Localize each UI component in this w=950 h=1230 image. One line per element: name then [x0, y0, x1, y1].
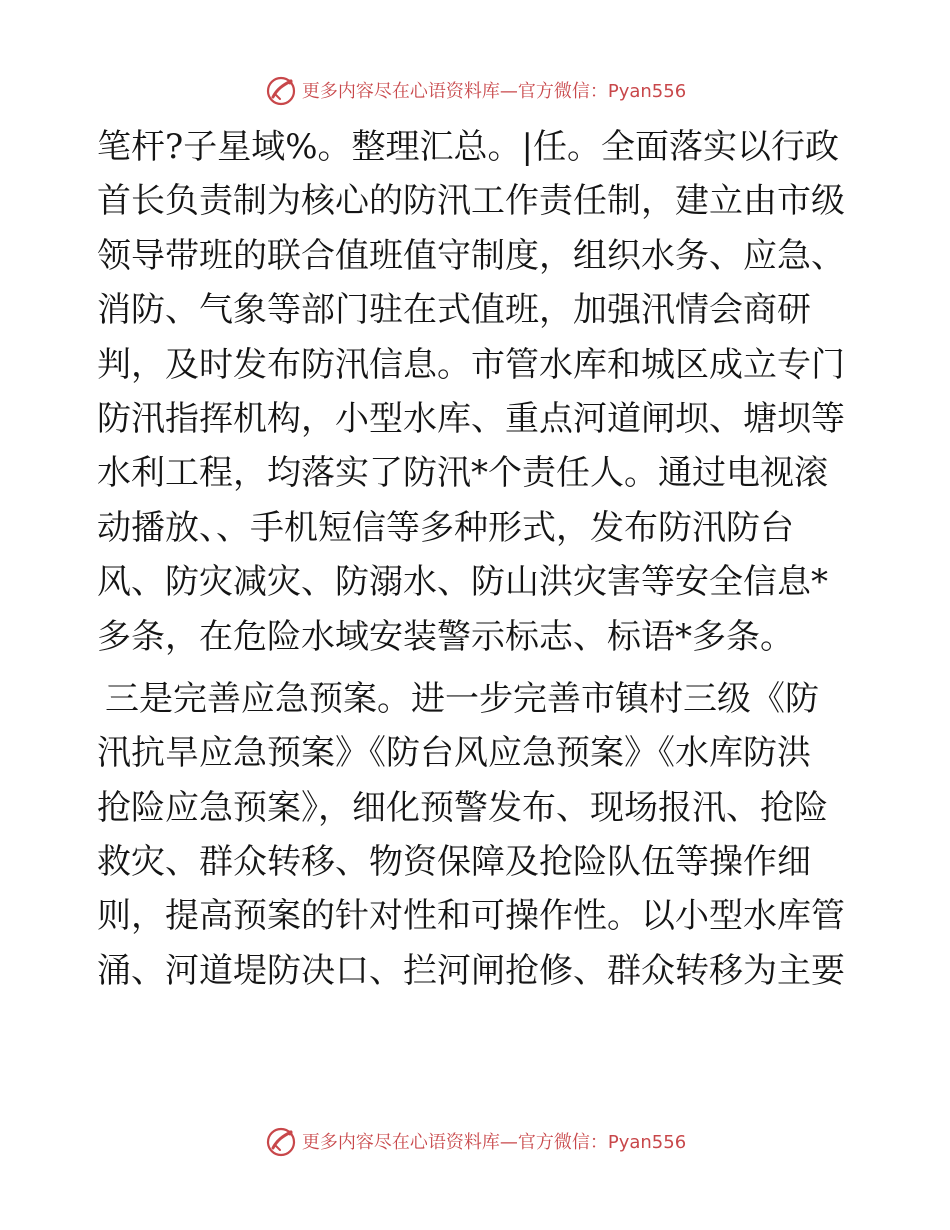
text-line: 三是完善应急预案。进一步完善市镇村三级《防 [105, 678, 819, 719]
text-line: 则，提高预案的针对性和可操作性。以小型水库管 [97, 896, 845, 937]
document-body [97, 120, 853, 998]
text-line: 领导带班的联合值班值守制度，组织水务、应急、 [97, 235, 845, 276]
text-line: 动播放、、手机短信等多种形式，发布防汛防台 [97, 507, 794, 548]
text-line: 汛抗旱应急预案》《防台风应急预案》《水库防洪 [97, 733, 811, 774]
watermark-text: 更多内容尽在心语资料库—官方微信：Pyan556 [301, 81, 687, 102]
text-line: 水利工程，均落实了防汛*个责任人。通过电视滚 [97, 453, 828, 494]
brush-logo-icon [264, 1124, 298, 1158]
text-line: 首长负责制为核心的防汛工作责任制，建立由市级 [97, 181, 845, 222]
text-line: 消防、气象等部门驻在式值班，加强汛情会商研 [97, 290, 811, 331]
paragraph-2 [97, 672, 853, 998]
text-line: 多条，在危险水域安装警示标志、标语*多条。 [97, 616, 794, 657]
paragraph-1 [97, 120, 853, 664]
brush-logo-icon [264, 73, 298, 107]
text-line: 涌、河道堤防决口、拦河闸抢修、群众转移为主要 [97, 950, 845, 991]
text-line: 防汛指挥机构，小型水库、重点河道闸坝、塘坝等 [97, 398, 845, 439]
header-watermark [0, 70, 950, 110]
text-line: 救灾、群众转移、物资保障及抢险队伍等操作细 [97, 842, 811, 883]
footer-watermark [0, 1121, 950, 1161]
text-line: 抢险应急预案》，细化预警发布、现场报汛、抢险 [97, 787, 828, 828]
text-line: 判，及时发布防汛信息。市管水库和城区成立专门 [97, 344, 845, 385]
text-line: 笔杆?子星域%。整理汇总。|任。全面落实以行政 [97, 127, 839, 167]
text-line: 风、防灾减灾、防溺水、防山洪灾害等安全信息* [97, 562, 828, 603]
paragraph-gap [97, 664, 853, 672]
watermark-text: 更多内容尽在心语资料库—官方微信：Pyan556 [301, 1132, 687, 1153]
